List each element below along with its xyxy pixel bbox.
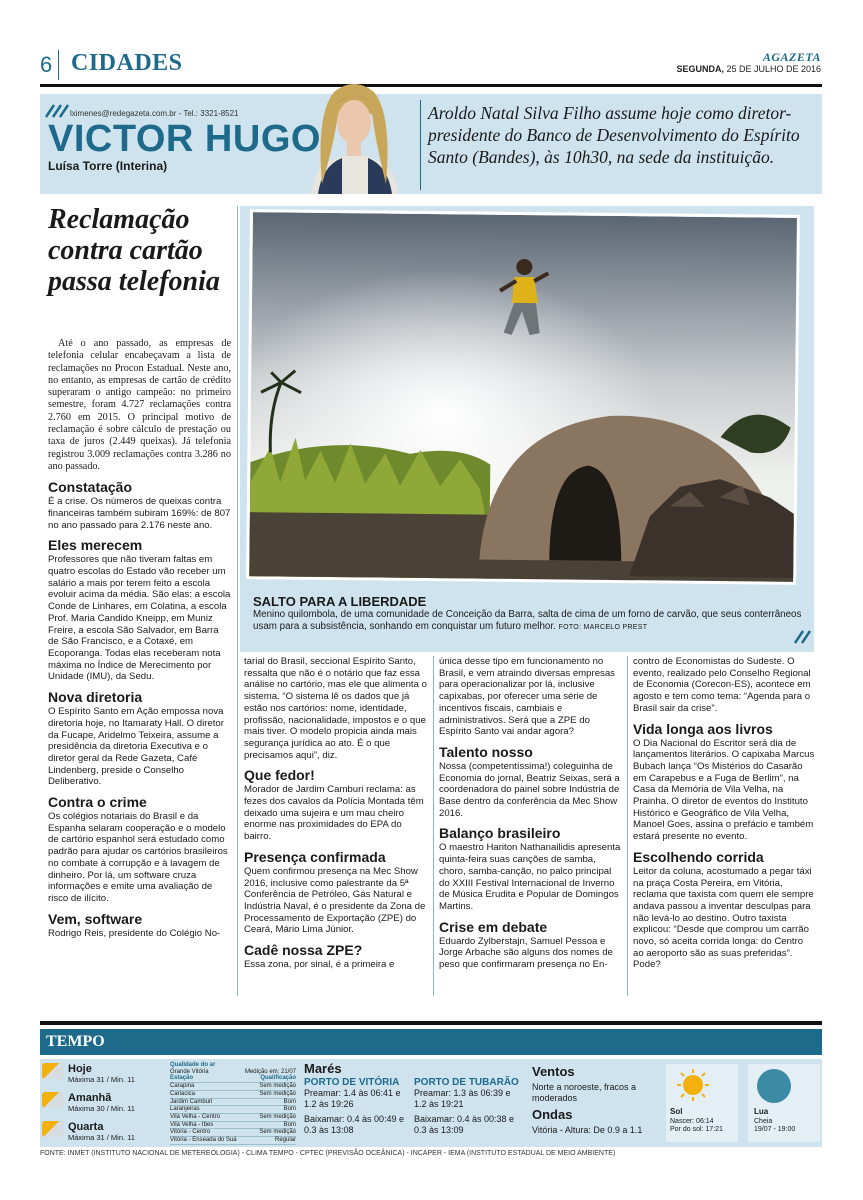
interim-columnist: Luísa Torre (Interina) (48, 159, 168, 173)
weather-title: TEMPO (46, 1033, 105, 1050)
note-heading: Escolhendo corrida (633, 848, 764, 865)
sun-box: Sol Nascer: 06:14 Por do sol: 17:21 (666, 1064, 738, 1142)
column-2 (244, 656, 427, 971)
note-text: O maestro Hariton Nathanailidis apresenta quinta-feira suas canções de samba, choro, samba-canção, no palco principal do XXIII Festival Internacional de Inverno de Música Erudita e Popular de Domingos Martins. (439, 842, 621, 912)
partly-cloudy-icon (42, 1092, 64, 1108)
note-text: Professores que não tiveram faltas em quatro escolas do Estado vão receber um salário a mais por terem feito a escola evoluir acima da média. São elas: a escola Conde de Linhares, em Colatina, a escola Prof. Maria Candido Kneipp, em Muniz Freire, a escola São Salvador, em Barra de São Francisco, e a Cotaxé, em Ecoporanga. Todas elas receberam nota máxima no Índice de Merecimento por Unidade (IMU), da Sedu. (48, 554, 231, 683)
photo-caption-title: SALTO PARA A LIBERDADE (253, 594, 427, 609)
note-text: Essa zona, por sinal, é a primeira e (244, 959, 395, 971)
columnist-portrait (292, 74, 418, 194)
section-title: CIDADES (58, 50, 183, 80)
winds-waves-block: Ventos Norte a noroeste, fracos a moderados Ondas Vitória - Altura: De 0.9 a 1.1 (532, 1064, 643, 1135)
note-text: Os colégios notariais do Brasil e da Espanha selaram cooperação e o modelo de cartório espanhol será estudado como padrão para ajudar os cartórios brasileiros no combate à corrupção e à lavagem de dinheiro. Por lá, um software cruza informações e emite uma avaliação de risco de ilícito. (48, 811, 228, 904)
feature-photo (246, 209, 800, 585)
note-heading: Nova diretoria (48, 689, 143, 706)
slash-ornament-icon (794, 628, 812, 644)
note-heading: Contra o crime (48, 794, 147, 811)
page-number: 6 (40, 52, 53, 77)
forecast-day: Quarta Máxima 31 / Min. 11 (42, 1121, 162, 1142)
quote-divider (420, 100, 421, 190)
note-heading: Eles merecem (48, 537, 143, 554)
note-text: Rodrigo Reis, presidente do Colégio No- (48, 927, 221, 939)
column-1 (48, 338, 231, 939)
table-row: Vila Velha - Ibes Bom (170, 1121, 296, 1128)
table-row: Carapina Sem medição (170, 1083, 296, 1090)
table-row: Vitória - Enseada do Suá Regular (170, 1137, 296, 1144)
table-row: Vitória - Centro Sem medição (170, 1129, 296, 1136)
air-quality-table: Qualidade do ar Grande Vitória Medição em: 21/07 Estação Qualificação Carapina Sem medição Cariacica Sem medição Jardim Camburi Bom Laranjeiras Bom Vila Velha - Centro Sem medição Vila Velha - Ibes Bom Vitória - Centro Sem medição Vitória - Enseada do Suá Regular (170, 1062, 296, 1144)
note-text: contro de Economistas do Sudeste. O evento, realizado pelo Conselho Regional de Economia (Corecon-ES), acontece em agosto e tem como tema: “Agenda para o Brasil sair da crise”. (633, 656, 811, 714)
newspaper-brand: AGAZETA (762, 50, 821, 64)
note-text: Morador de Jardim Camburi reclama: as fezes dos cavalos da Polícia Montada têm deixado uma sujeira e um mau cheiro enorme nas proximidades do EPA do bairro. (244, 784, 424, 843)
note-text: Leitor da coluna, acostumado a pegar táxi na praça Costa Pereira, em Vitória, reclama que taxista com quem ele sempre andava passou a inventar desculpas para não levá-lo ao destino. Outro taxista explicou: “Desde que comprou um carrão novo, só aceita corrida longa: do Centro ao aeroporto são as suas preferidas”. Pode? (633, 865, 814, 971)
note-text: Eduardo Zylberstajn, Samuel Pessoa e Jorge Arbache são alguns dos nomes de peso que confirmaram presença no En- (439, 935, 613, 971)
issue-date: SEGUNDA, 25 DE JULHO DE 2016 (676, 64, 821, 74)
tides-block: Marés PORTO DE VITÓRIA Preamar: 1.4 às 06:41 e 1.2 às 19:26 Baixamar: 0.4 às 00:49 e 0.3 às 13:08 PORTO DE TUBARÃO Preamar: 1.3 às 06:39 e 1.2 às 19:21 Baixamar: 0.4 às 00:38 e 0.3 às 13:09 (304, 1061, 519, 1135)
column-divider (627, 656, 628, 996)
header-rule (40, 84, 822, 87)
full-moon-icon (756, 1068, 792, 1104)
column-divider (433, 656, 434, 996)
note-text: única desse tipo em funcionamento no Brasil, e vem atraindo diversas empresas para operacionalizar por lá, inclusive capixabas, por oferecer uma série de incentivos fiscais, cambiais e administrativos. Será que a ZPE do Espírito Santo vai andar agora? (439, 656, 615, 738)
note-text: Quem confirmou presença na Mec Show 2016, inclusive como palestrante da 5ª Conferência de Petróleo, Gás Natural e Indústria Naval, é o presidente da Zona de Processamento de Exportação (ZPE) do Ceará, Mário Lima Júnior. (244, 865, 426, 936)
note-heading: Talento nosso (439, 743, 533, 760)
lead-headline: Reclamação contra cartão passa telefonia (48, 204, 220, 297)
note-heading: Constatação (48, 479, 133, 496)
columnist-name: VICTOR HUGO (48, 118, 321, 160)
note-heading: Presença confirmada (244, 848, 386, 865)
note-heading: Vem, software (48, 910, 143, 927)
columnist-contact: lximenes@redegazeta.com.br - Tel.: 3321-8521 (70, 109, 239, 118)
table-row: Cariacica Sem medição (170, 1090, 296, 1097)
forecast-list (42, 1063, 162, 1142)
weather-top-rule (40, 1021, 822, 1025)
sources-footer: FONTE: INMET (INSTITUTO NACIONAL DE METEREOLOGIA) - CLIMA TEMPO - CPTEC (PREVISÃO OCEÂNICA) - INCAPER - IEMA (INSTITUTO ESTADUAL DE MEIO AMBIENTE) (40, 1150, 616, 1157)
sun-icon (676, 1068, 710, 1102)
weather-header (40, 1029, 822, 1055)
note-text: tarial do Brasil, seccional Espírito Santo, ressalta que não é o notário que faz essa análise no cartório, mas ele que alimenta o sistema. “O sistema lê os dados que já estão nos cartórios: nome, identidade, profissão, nacionalidade, impostos e o que mais tiver. O modelo propicia ainda mais segurança jurídica ao ato. É o que precisamos aqui”, diz. (244, 656, 427, 761)
partly-cloudy-icon (42, 1121, 64, 1137)
columnist-highlight: Aroldo Natal Silva Filho assume hoje como diretor-presidente do Banco de Desenvolvimento do Espírito Santo (Bandes), às 10h30, na sede da instituição. (428, 103, 800, 167)
note-text: O Espírito Santo em Ação empossa nova diretoria hoje, no Itamaraty Hall. O diretor da Fucape, Aridelmo Teixeira, assume a presidência da diretoria Executiva e o diretor geral da Rede Gazeta, Café Lindenberg, preside o Conselho Deliberativo. (48, 706, 224, 788)
slash-ornament-icon (44, 104, 70, 118)
note-text: É a crise. Os números de queixas contra financeiras também subiram 169%: de 807 no ano passado para 2.176 neste ano. (48, 496, 231, 531)
table-row: Vila Velha - Centro Sem medição (170, 1113, 296, 1120)
note-heading: Que fedor! (244, 767, 315, 784)
table-row: Jardim Camburi Bom (170, 1098, 296, 1105)
photo-credit: FOTO: MARCELO PREST (558, 624, 648, 631)
column-3 (439, 656, 622, 971)
note-heading: Cadê nossa ZPE? (244, 942, 363, 959)
forecast-day: Amanhã Máxima 30 / Min. 11 (42, 1092, 162, 1113)
forecast-day: Hoje Máxima 31 / Min. 11 (42, 1063, 162, 1084)
note-heading: Balanço brasileiro (439, 825, 561, 842)
note-heading: Crise em debate (439, 918, 548, 935)
note-text: Nossa (competentíssima!) coleguinha de Economia do jornal, Beatriz Seixas, será a coordenadora do painel sobre Indústria de Base dentro da conferência da Mec Show 2016. (439, 760, 620, 819)
table-row: Laranjeiras Bom (170, 1106, 296, 1113)
column-4 (633, 656, 816, 971)
moon-box: Lua Cheia 19/07 - 19:00 (748, 1064, 820, 1142)
note-text: O Dia Nacional do Escritor será dia de lançamentos literários. O capixaba Marcus Bubach lança “Os Mistérios do Casarão em Carapebus e a Fuga de Berlim”, na Casa da Memória de Vila Velha, na Prainha. O diretor de eventos do Instituto Histórico e Geográfico de Vila Velha, Manoel Goes, assina o prefácio e também estará presente no evento. (633, 737, 815, 843)
column-divider (237, 206, 238, 996)
partly-cloudy-icon (42, 1063, 64, 1079)
photo-caption: Menino quilombola, de uma comunidade de Conceição da Barra, salta de cima de um forno de carvão, que seus conterrâneos usam para a subsistência, sonhando em conquistar um futuro melhor. FOTO: MARCELO PREST (253, 609, 802, 632)
lead-body: Até o ano passado, as empresas de telefonia celular encabeçavam a lista de reclamações no Procon Estadual. Neste ano, no entanto, as empresas de cartão de crédito superaram o antigo campeão: no primeiro semestre, foram 4.727 reclamações contra 2.760 em 2015. O principal motivo de reclamação é sobre cálculo de prestação ou taxa de juros (2.449 queixas). Já telefonia registrou 3.009 reclamações contra 3.286 no ano passado. (48, 338, 231, 472)
note-heading: Vida longa aos livros (633, 720, 773, 737)
